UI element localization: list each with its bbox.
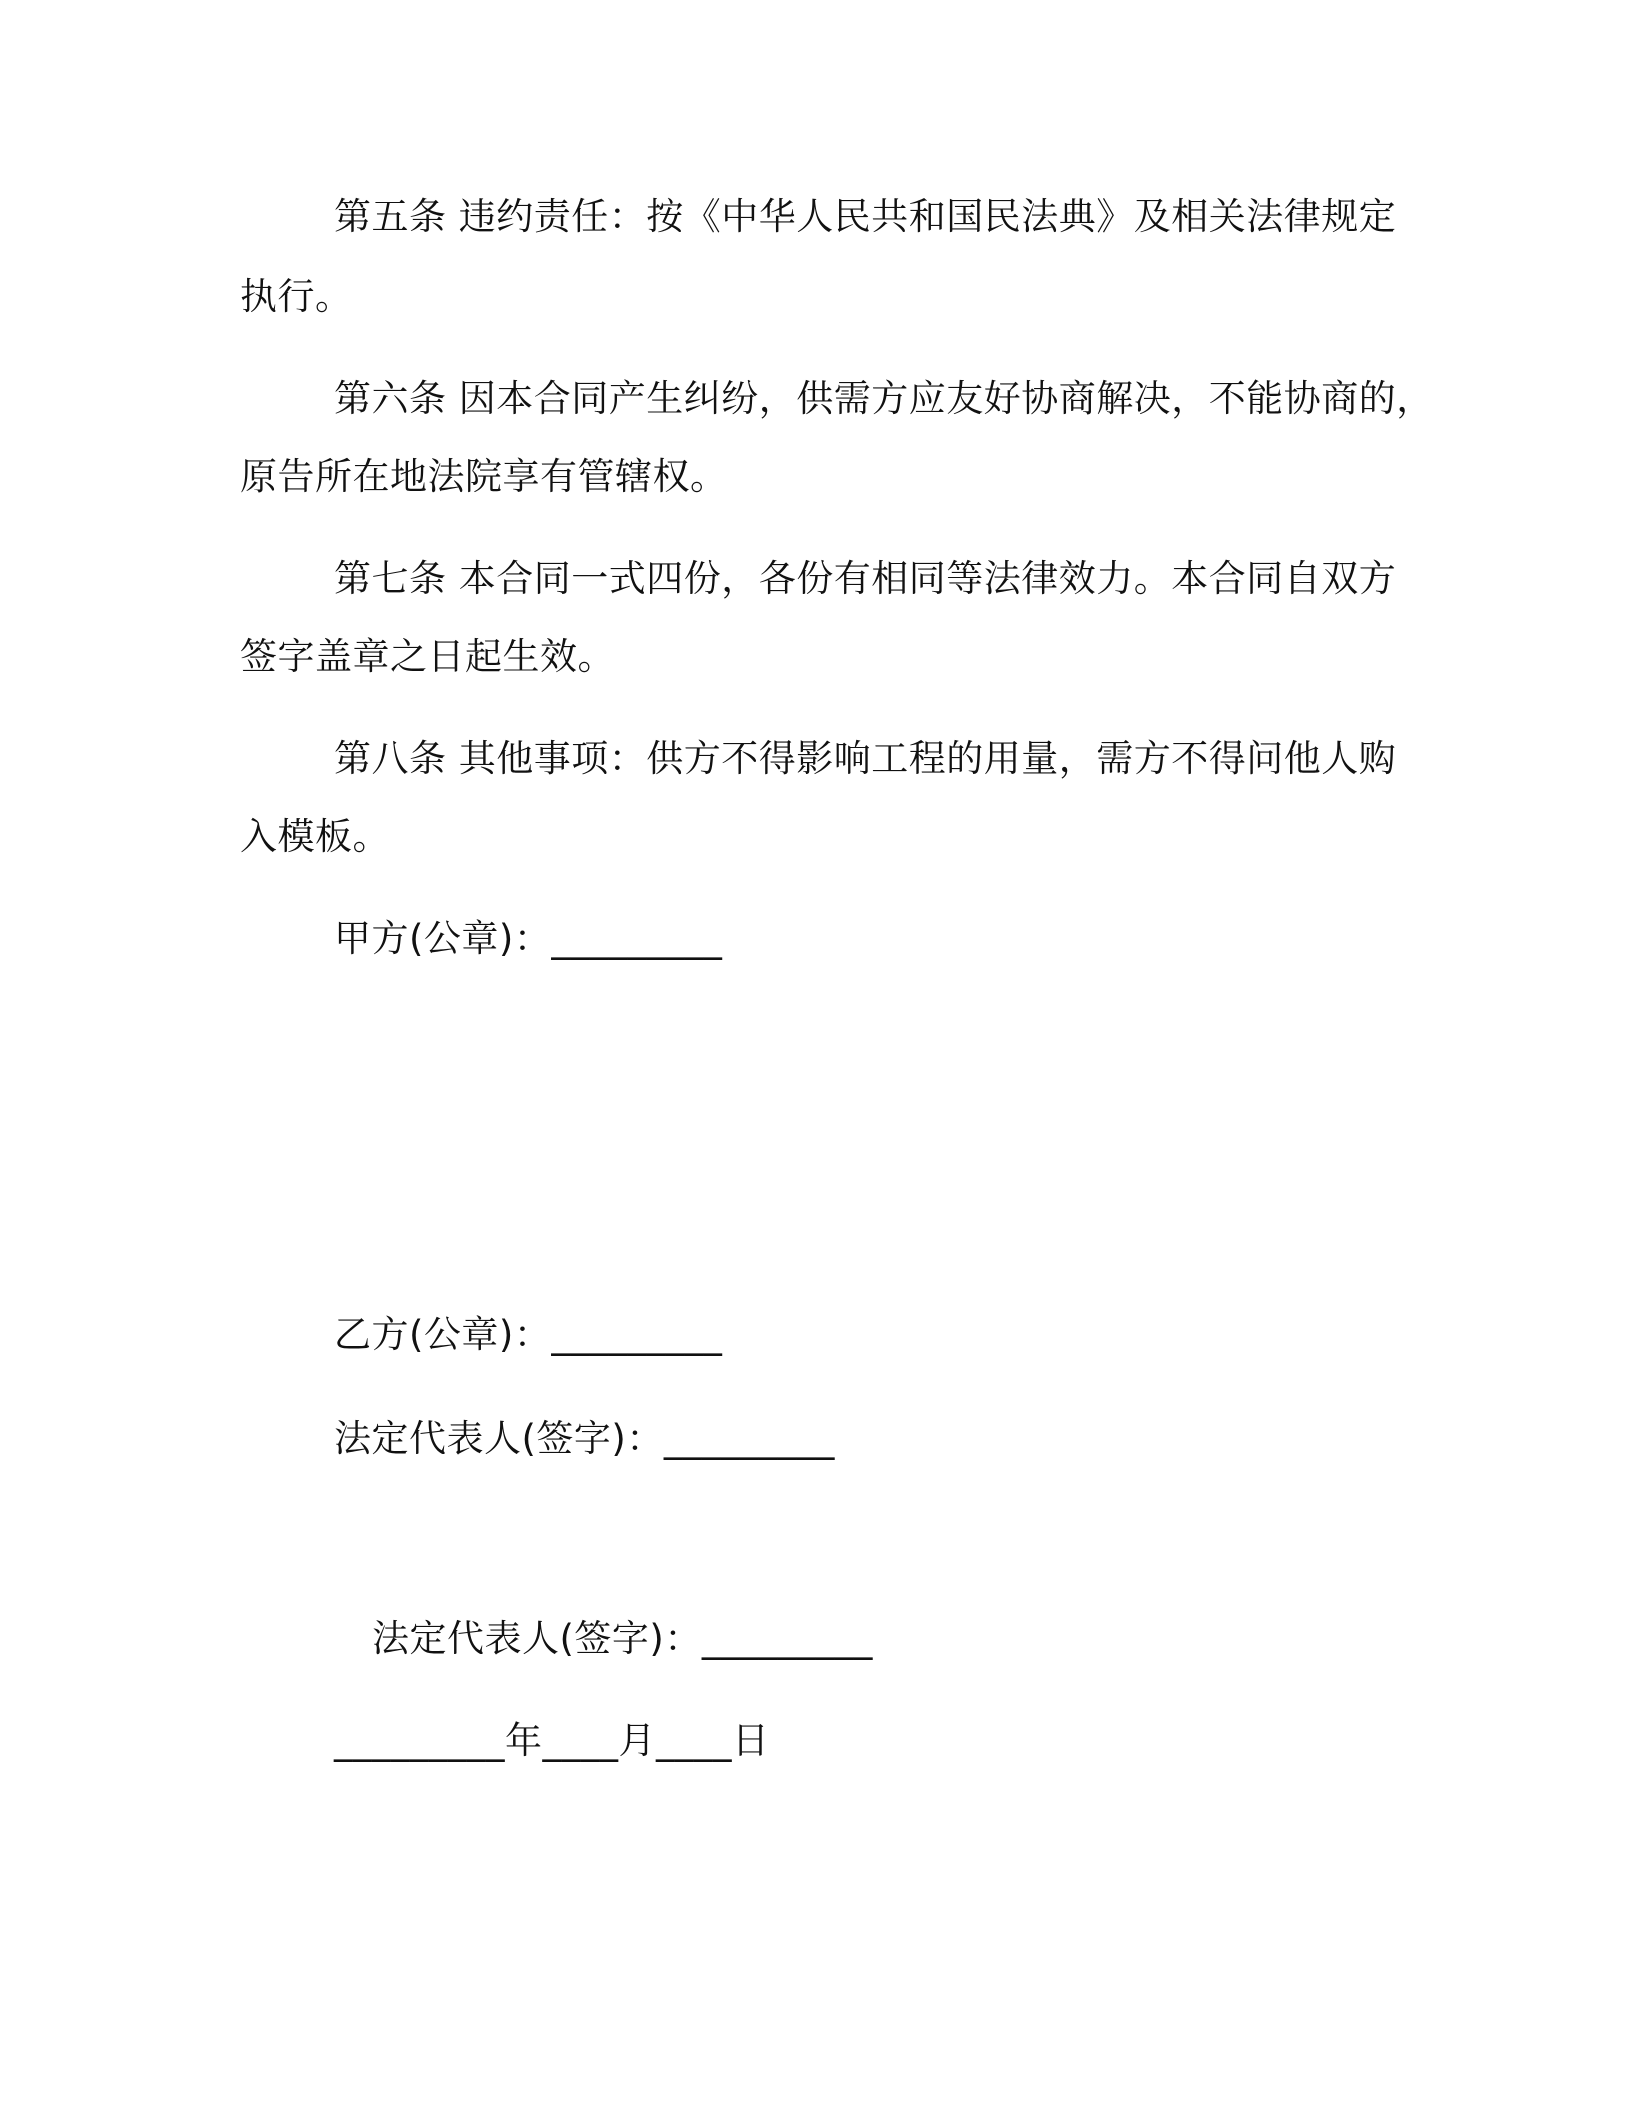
clause-7-line-2: 签字盖章之日起生效。 [240,635,615,678]
clause-5-line-2: 执行。 [240,275,353,318]
date-line: _________年____月____日 [334,1719,770,1762]
clause-8-line-2: 入模板。 [240,815,390,858]
clause-6-line-2: 原告所在地法院享有管辖权。 [240,455,728,498]
legal-representative-signature-line-2: 法定代表人(签字)：_________ [372,1617,873,1660]
clause-8-line-1: 第八条 其他事项：供方不得影响工程的用量，需方不得问他人购 [334,737,1397,780]
clause-6-line-1: 第六条 因本合同产生纠纷，供需方应友好协商解决，不能协商的， [334,377,1434,420]
party-b-seal-line: 乙方(公章)：_________ [334,1313,723,1356]
legal-representative-signature-line-1: 法定代表人(签字)：_________ [334,1417,835,1460]
clause-5-line-1: 第五条 违约责任：按《中华人民共和国民法典》及相关法律规定 [334,195,1397,238]
party-a-seal-line: 甲方(公章)：_________ [334,917,723,960]
clause-7-line-1: 第七条 本合同一式四份，各份有相同等法律效力。本合同自双方 [334,557,1397,600]
